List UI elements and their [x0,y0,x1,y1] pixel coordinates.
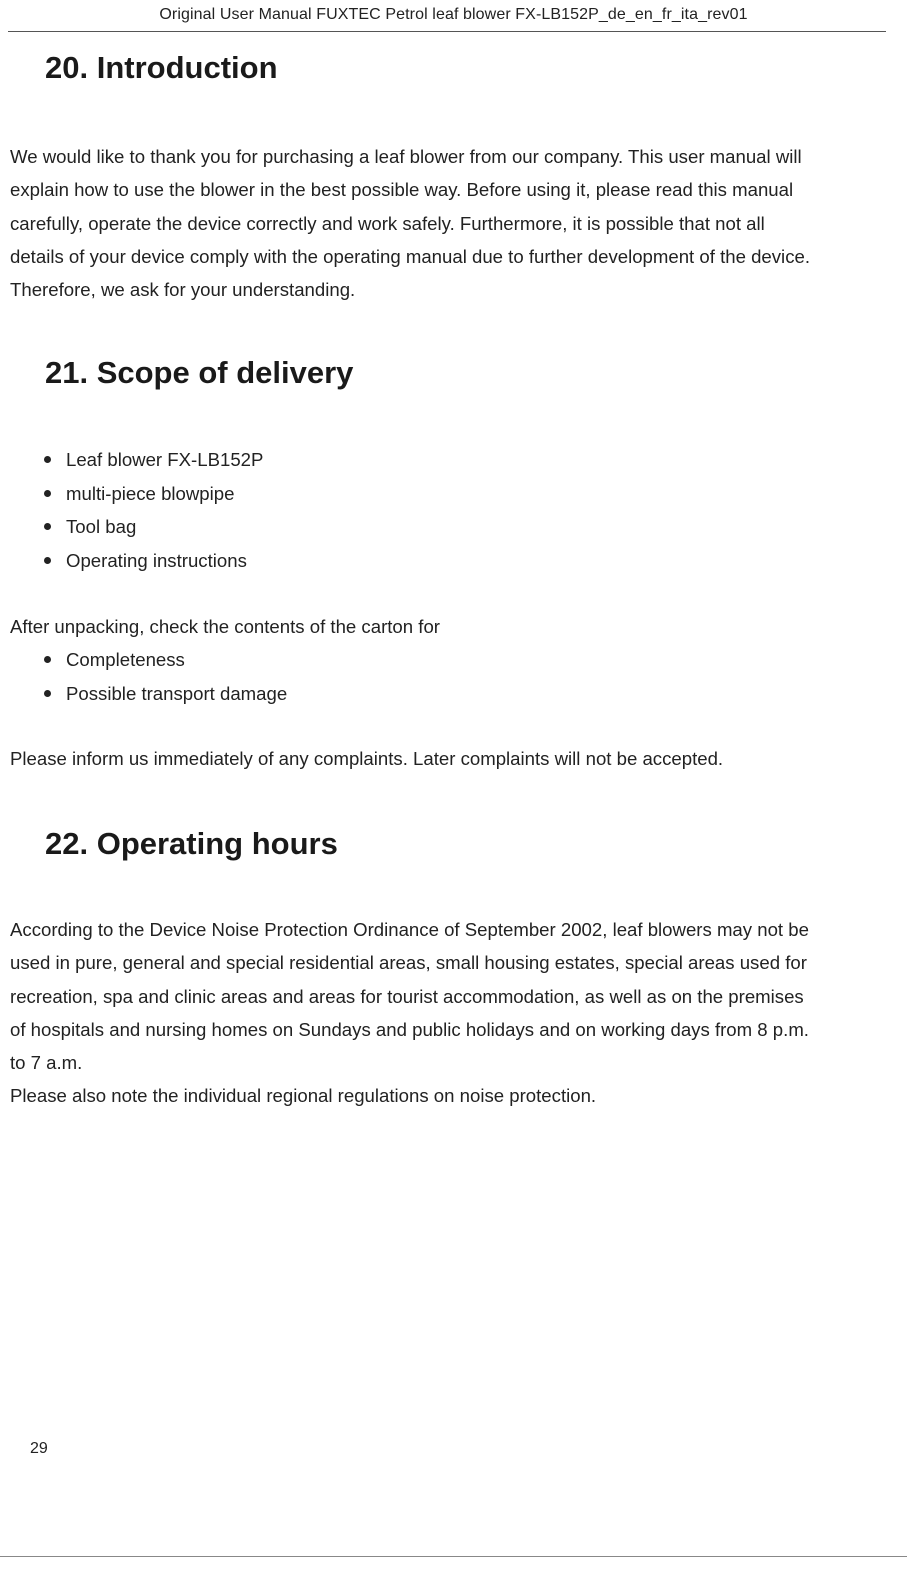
introduction-paragraph [10,140,810,306]
footer-divider [0,1556,907,1557]
list-item-label: Possible transport damage [66,682,288,704]
check-intro-text: After unpacking, check the contents of the carton for [10,616,440,637]
list-item-label: Leaf blower FX-LB152P [66,449,264,470]
introduction-line: carefully, operate the device correctly and work safely. Furthermore, it is possible that not all [10,212,765,234]
introduction-line: details of your device comply with the operating manual due to further development of the device. [10,245,810,267]
list-item [41,677,287,711]
list-item-label: Tool bag [66,516,137,537]
bullet-icon [44,523,51,530]
complaints-text: Please inform us immediately of any complaints. Later complaints will not be accepted. [10,748,724,769]
section-title-introduction: 20. Introduction [45,50,278,85]
page-header: Original User Manual FUXTEC Petrol leaf blower FX-LB152P_de_en_fr_ita_rev01 [159,6,748,23]
operating-hours-line: Please also note the individual regional regulations on noise protection. [10,1085,597,1107]
list-item [41,477,263,511]
introduction-line: explain how to use the blower in the best possible way. Before using it, please read this manual [10,179,794,201]
section-title-operating-hours: 22. Operating hours [45,826,338,861]
list-item [41,544,263,578]
operating-hours-line: of hospitals and nursing homes on Sundays and public holidays and on working days from 8 p.m. [10,1018,809,1040]
bullet-icon [44,656,51,663]
operating-hours-line: to 7 a.m. [10,1052,83,1074]
bullet-icon [44,557,51,564]
operating-hours-line: recreation, spa and clinic areas and areas for tourist accommodation, as well as on the premises [10,985,804,1007]
delivery-items-list [41,443,263,577]
bullet-icon [44,690,51,697]
section-title-scope-of-delivery: 21. Scope of delivery [45,355,354,390]
list-item [41,643,287,677]
list-item [41,443,263,477]
list-item-label: multi-piece blowpipe [66,482,235,504]
operating-hours-line: used in pure, general and special residential areas, small housing estates, special areas used for [10,952,807,974]
list-item-label: Operating instructions [66,549,247,571]
bullet-icon [44,490,51,497]
list-item [41,510,263,544]
operating-hours-paragraph [10,913,809,1113]
page-number: 29 [30,1440,48,1457]
introduction-line: Therefore, we ask for your understanding. [10,279,356,301]
list-item-label: Completeness [66,649,185,670]
introduction-line: We would like to thank you for purchasing a leaf blower from our company. This user manual will [10,146,802,167]
bullet-icon [44,456,51,463]
check-items-list [41,643,287,710]
header-divider [8,31,886,32]
operating-hours-line: According to the Device Noise Protection Ordinance of September 2002, leaf blowers may not be [10,919,809,940]
